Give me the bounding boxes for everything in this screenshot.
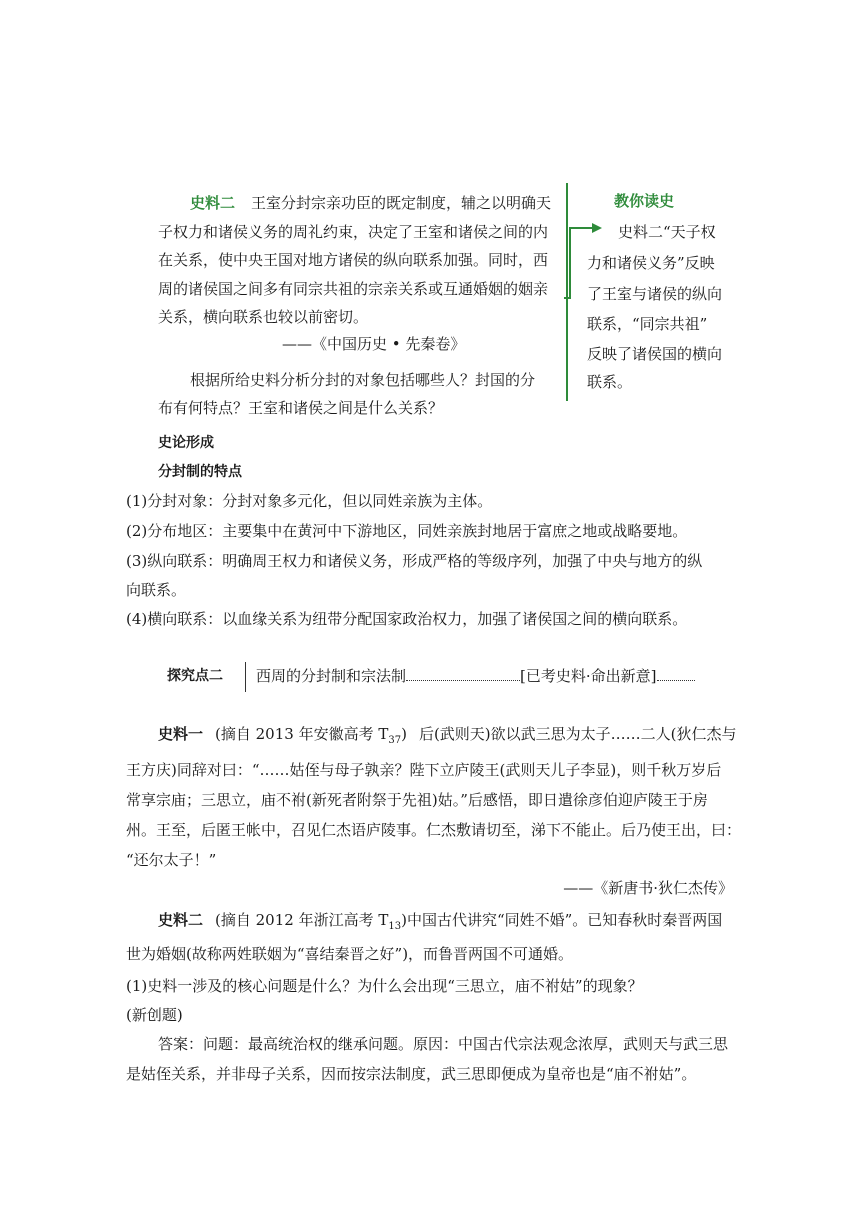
q1-tag: (新创题) xyxy=(126,1006,183,1024)
sidebar-line-2: 了王室与诸侯的纵向 xyxy=(587,285,723,303)
m1-source-tag: (摘自 2013 年安徽高考 T xyxy=(215,725,389,743)
conclusion-point-0: (1)分封对象：分封对象多元化，但以同姓亲族为主体。 xyxy=(126,492,493,510)
m2-label: 史料二 xyxy=(158,911,204,929)
m2-line-2: 世为婚姻(故称两姓联姻为“喜结秦晋之好”)，而鲁晋两国不可通婚。 xyxy=(126,945,574,963)
section-leader-dots xyxy=(406,666,520,681)
m1-source-sub: 37 xyxy=(388,735,402,746)
section-divider xyxy=(245,662,246,692)
conclusion-point-1: (2)分布地区：主要集中在黄河中下游地区，同姓亲族封地居于富庶之地或战略要地。 xyxy=(126,522,688,540)
conclusion-point-2: (3)纵向联系：明确周王权力和诸侯义务，形成严格的等级序列，加强了中央与地方的纵 xyxy=(126,552,703,570)
m1-line-0: 王方庆)同辞对曰：“……姑侄与母子孰亲？陛下立庐陵王(武则天儿子李显)，则千秋万岁后 xyxy=(126,761,722,779)
q1-line1: (1)史料一涉及的核心问题是什么？为什么会出现“三思立，庙不祔姑”的现象？ xyxy=(126,977,643,995)
material2-source: ——《中国历史 • 先秦卷》 xyxy=(282,335,466,353)
m1-first-line xyxy=(158,724,737,751)
sidebar-line-0: 史料二“天子权 xyxy=(618,223,716,241)
m2-source-sub: 13 xyxy=(388,921,402,932)
section-tag: [已考史料·命出新意] xyxy=(520,667,657,685)
conclusion-point-4: (4)横向联系：以血缘关系为纽带分配国家政治权力，加强了诸侯国之间的横向联系。 xyxy=(126,610,688,628)
m1-label: 史料一 xyxy=(158,725,204,743)
sidebar-line-5: 联系。 xyxy=(587,373,633,391)
section-label: 探究点二 xyxy=(167,668,223,684)
m2-source-close: ) xyxy=(401,911,407,929)
material2-line-1: 子权力和诸侯义务的周礼约束，决定了王室和诸侯之间的内 xyxy=(158,223,549,241)
section-title-row xyxy=(256,666,695,686)
material2-label: 史料二 xyxy=(190,194,236,212)
m1-line-2: 州。王至，后匿王帐中，召见仁杰语庐陵事。仁杰敷请切至，涕下不能止。后乃使王出，曰： xyxy=(126,821,742,839)
material2-question-1: 布有何特点？王室和诸侯之间是什么关系？ xyxy=(158,399,444,417)
m2-first-line xyxy=(158,910,722,937)
m1-line-first: 后(武则天)欲以武三思为太子……二人(狄仁杰与 xyxy=(418,725,737,743)
m1-line-1: 常享宗庙；三思立，庙不祔(新死者附祭于先祖)姑。”后感悟，即日遣徐彦伯迎庐陵王于房 xyxy=(126,791,708,809)
conclusion-subheading: 分封制的特点 xyxy=(158,464,242,480)
answer-line2: 是姑侄关系，并非母子关系，因而按宗法制度，武三思即便成为皇帝也是“庙不祔姑”。 xyxy=(126,1065,697,1083)
answer-line1: 答案：问题：最高统治权的继承问题。原因：中国古代宗法观念浓厚，武则天与武三思 xyxy=(158,1035,729,1053)
sidebar-line-3: 联系，“同宗共祖” xyxy=(587,315,708,333)
material2-first-line xyxy=(190,193,551,213)
material2-line-0: 王室分封宗亲功臣的既定制度，辅之以明确天 xyxy=(251,194,552,212)
section-trailing-dots xyxy=(657,666,695,681)
m2-source-tag: (摘自 2012 年浙江高考 T xyxy=(215,911,389,929)
material2-question-0: 根据所给史料分析分封的对象包括哪些人？封国的分 xyxy=(190,371,536,389)
sidebar-line-4: 反映了诸侯国的横向 xyxy=(587,345,723,363)
section-title: 西周的分封制和宗法制 xyxy=(256,667,407,685)
material2-line-3: 周的诸侯国之间多有同宗共祖的宗亲关系或互通婚姻的姻亲 xyxy=(158,280,549,298)
sidebar-line-1: 力和诸侯义务”反映 xyxy=(587,254,715,272)
conclusion-point-3: 向联系。 xyxy=(126,581,187,599)
m1-line-3: “还尔太子！” xyxy=(126,851,217,869)
material2-line-4: 关系，横向联系也较以前密切。 xyxy=(158,308,369,326)
sidebar-title: 教你读史 xyxy=(614,192,675,210)
conclusion-heading: 史论形成 xyxy=(158,435,214,451)
m1-source-close: ) xyxy=(401,725,407,743)
m2-line-first: 中国古代讲究“同姓不婚”。已知春秋时秦晋两国 xyxy=(406,911,723,929)
m1-source: ——《新唐书·狄仁杰传》 xyxy=(563,879,733,897)
material2-line-2: 在关系，使中央王国对地方诸侯的纵向联系加强。同时，西 xyxy=(158,251,549,269)
